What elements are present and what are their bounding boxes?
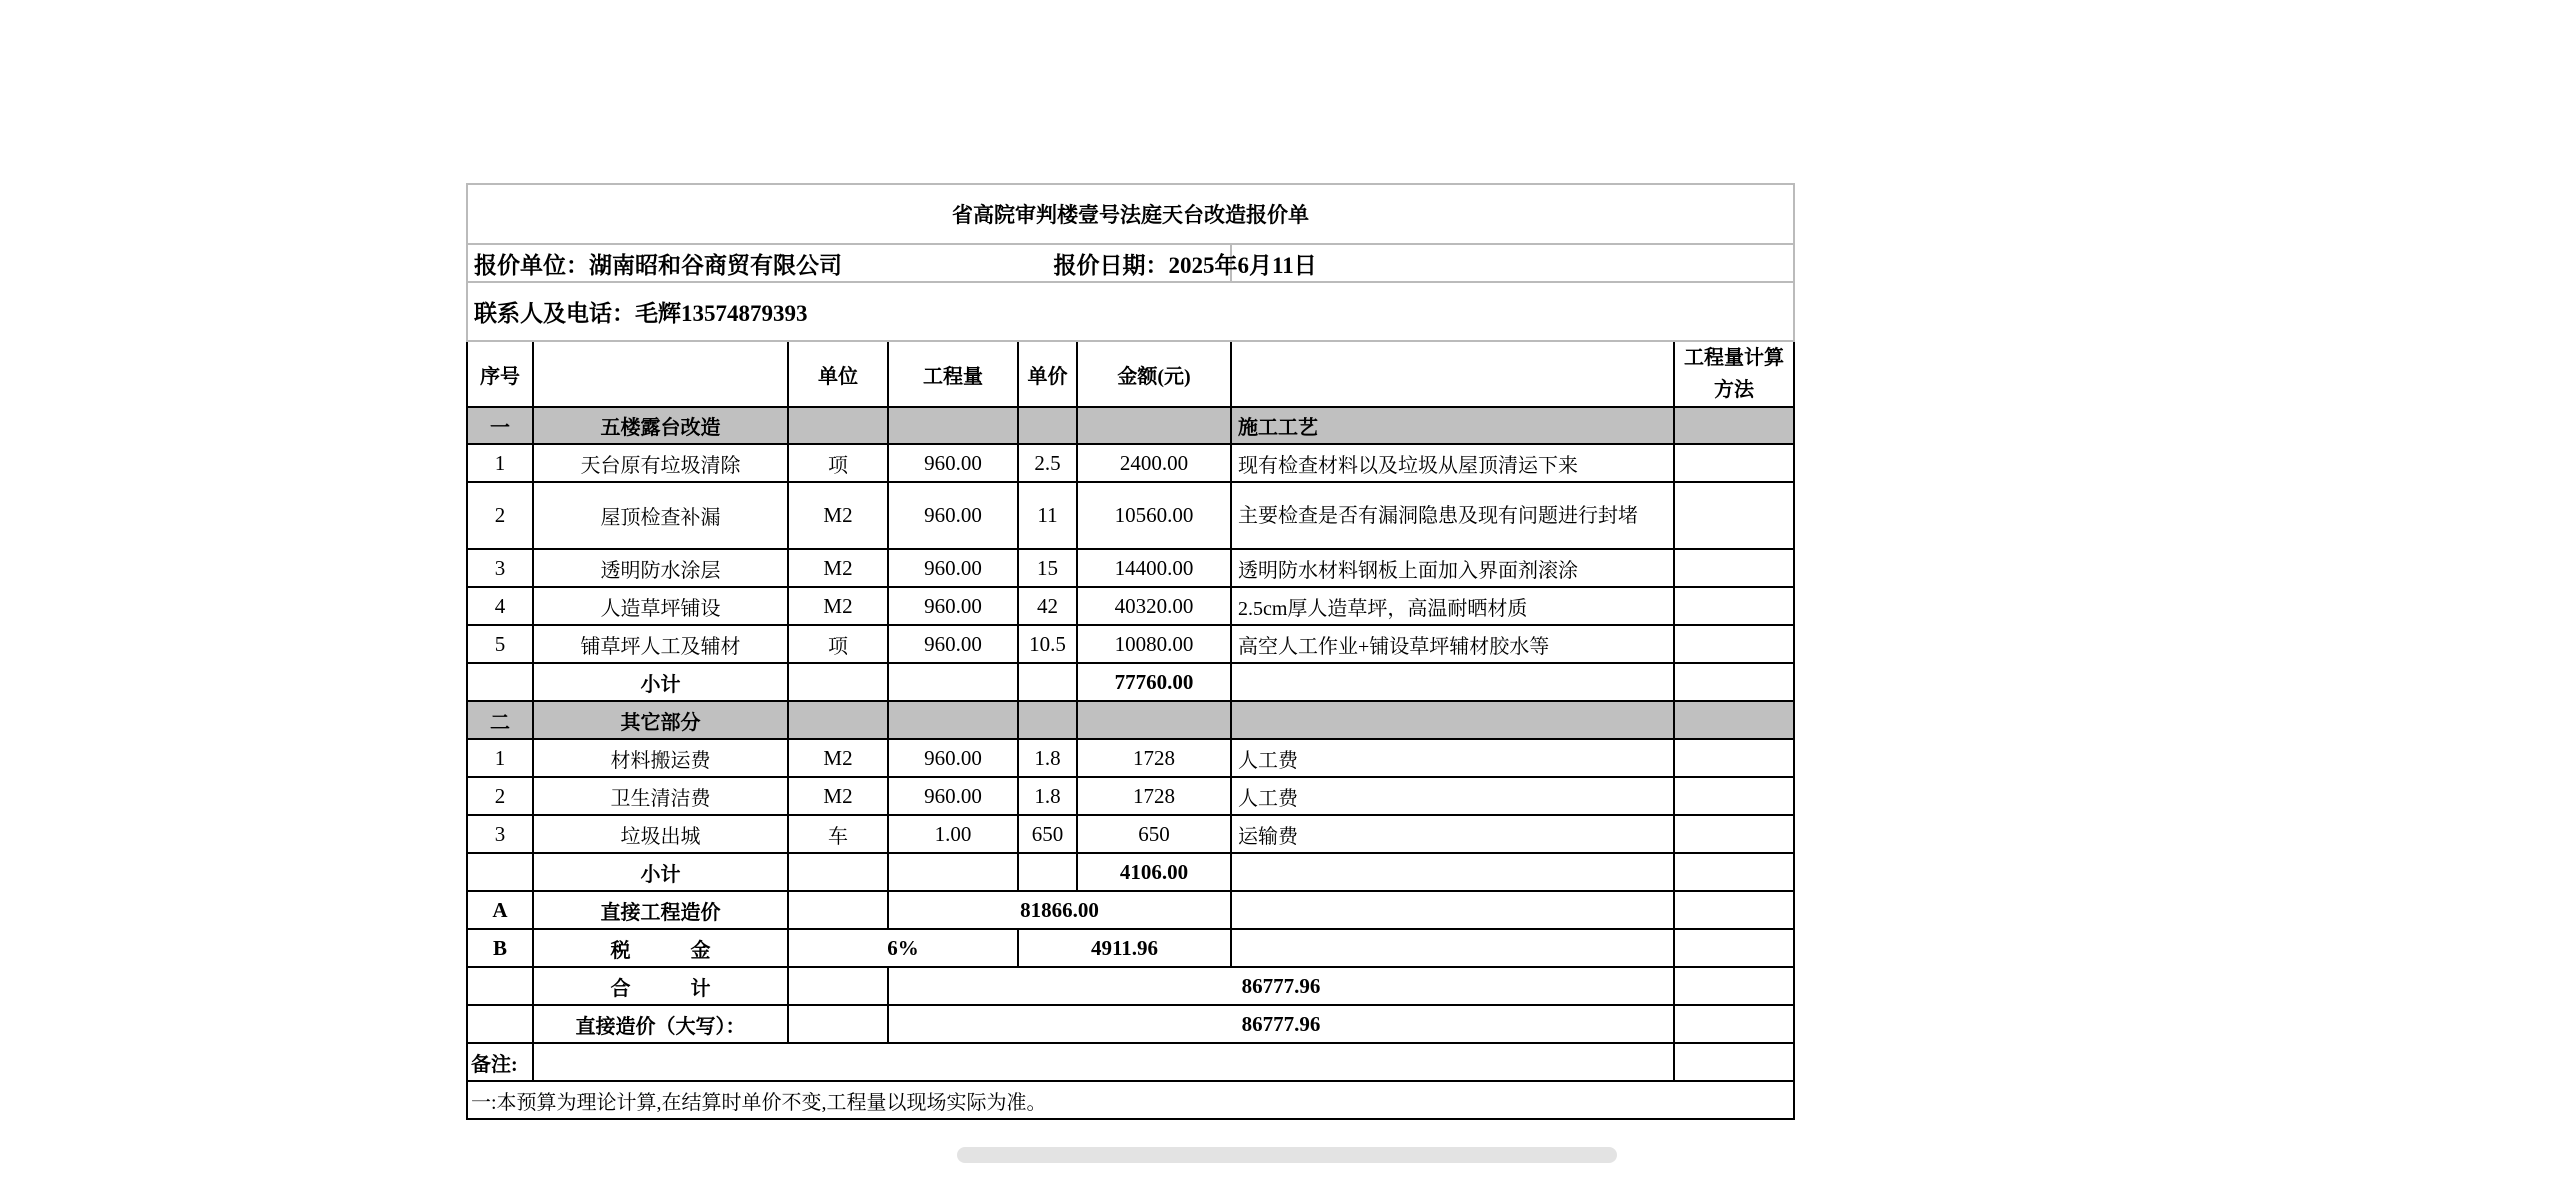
row-price: 1.8	[1018, 777, 1077, 815]
row-price: 10.5	[1018, 625, 1077, 663]
direct-upper-row	[467, 1005, 1794, 1043]
table-row	[467, 625, 1794, 663]
row-qty: 960.00	[888, 444, 1018, 482]
row-name: 材料搬运费	[533, 739, 788, 777]
row-price: 1.8	[1018, 739, 1077, 777]
direct-cost-seq: A	[467, 891, 533, 929]
col-header-qty: 工程量	[888, 341, 1018, 407]
row-seq: 3	[467, 549, 533, 587]
row-amount: 1728	[1077, 739, 1231, 777]
row-process: 现有检查材料以及垃圾从屋顶清运下来	[1231, 444, 1674, 482]
row-unit: M2	[788, 482, 888, 549]
row-amount: 2400.00	[1077, 444, 1231, 482]
total-amount: 86777.96	[888, 967, 1674, 1005]
row-qty: 960.00	[888, 777, 1018, 815]
total-row	[467, 967, 1794, 1005]
section-process-header: 施工工艺	[1231, 407, 1674, 444]
col-header-amount: 金额(元)	[1077, 341, 1231, 407]
quote-unit: 报价单位：湖南昭和谷商贸有限公司	[474, 252, 842, 278]
row-qty: 960.00	[888, 587, 1018, 625]
tax-seq: B	[467, 929, 533, 967]
row-seq: 1	[467, 444, 533, 482]
subtotal-label: 小计	[533, 853, 788, 891]
row-name: 透明防水涂层	[533, 549, 788, 587]
direct-upper-amount: 86777.96	[888, 1005, 1674, 1043]
direct-cost-row	[467, 891, 1794, 929]
tax-amount: 4911.96	[1018, 929, 1231, 967]
section-row	[467, 701, 1794, 739]
quote-header-row	[467, 244, 1317, 282]
tax-row	[467, 929, 1794, 967]
col-header-calc: 工程量计算方法	[1674, 341, 1794, 407]
table-row	[467, 815, 1794, 853]
row-unit: M2	[788, 739, 888, 777]
quote-date: 报价日期：2025年6月11日	[1053, 252, 1317, 278]
total-label: 合 计	[533, 967, 788, 1005]
contact-info: 联系人及电话：毛辉13574879393	[467, 282, 1794, 341]
row-process: 主要检查是否有漏洞隐患及现有问题进行封堵	[1231, 482, 1674, 549]
subtotal-amount: 77760.00	[1077, 663, 1231, 701]
remark-row	[467, 1043, 1794, 1081]
row-qty: 960.00	[888, 482, 1018, 549]
row-qty: 960.00	[888, 549, 1018, 587]
row-name: 卫生清洁费	[533, 777, 788, 815]
horizontal-scrollbar[interactable]	[957, 1147, 1617, 1163]
row-amount: 14400.00	[1077, 549, 1231, 587]
row-qty: 1.00	[888, 815, 1018, 853]
row-qty: 960.00	[888, 739, 1018, 777]
row-amount: 10560.00	[1077, 482, 1231, 549]
subtotal-label: 小计	[533, 663, 788, 701]
note-text: 一:本预算为理论计算,在结算时单价不变,工程量以现场实际为准。	[467, 1081, 1794, 1119]
row-unit: 项	[788, 625, 888, 663]
row-process: 人工费	[1231, 777, 1674, 815]
row-price: 650	[1018, 815, 1077, 853]
document-title: 省高院审判楼壹号法庭天台改造报价单	[467, 184, 1794, 244]
section-name: 五楼露台改造	[533, 407, 788, 444]
tax-label: 税 金	[533, 929, 788, 967]
row-seq: 2	[467, 777, 533, 815]
section-seq: 一	[467, 407, 533, 444]
subtotal-row	[467, 663, 1794, 701]
row-price: 15	[1018, 549, 1077, 587]
tax-rate: 6%	[788, 929, 1018, 967]
row-unit: M2	[788, 587, 888, 625]
row-name: 铺草坪人工及辅材	[533, 625, 788, 663]
note-row	[467, 1081, 1794, 1119]
quotation-table	[466, 183, 1795, 1120]
table-row	[467, 482, 1794, 549]
col-header-seq: 序号	[467, 341, 533, 407]
row-amount: 650	[1077, 815, 1231, 853]
section-seq: 二	[467, 701, 533, 739]
direct-upper-label: 直接造价（大写）：	[533, 1005, 788, 1043]
row-process: 运输费	[1231, 815, 1674, 853]
col-header-unit: 单位	[788, 341, 888, 407]
subtotal-amount: 4106.00	[1077, 853, 1231, 891]
row-process: 高空人工作业+铺设草坪辅材胶水等	[1231, 625, 1674, 663]
table-row	[467, 587, 1794, 625]
row-unit: 项	[788, 444, 888, 482]
table-row	[467, 739, 1794, 777]
table-row	[467, 444, 1794, 482]
table-row	[467, 777, 1794, 815]
row-process: 2.5cm厚人造草坪，高温耐晒材质	[1231, 587, 1674, 625]
row-unit: M2	[788, 777, 888, 815]
row-name: 屋顶检查补漏	[533, 482, 788, 549]
row-amount: 1728	[1077, 777, 1231, 815]
direct-cost-label: 直接工程造价	[533, 891, 788, 929]
row-seq: 1	[467, 739, 533, 777]
direct-cost-amount: 81866.00	[888, 891, 1231, 929]
row-unit: 车	[788, 815, 888, 853]
row-unit: M2	[788, 549, 888, 587]
remark-label: 备注:	[467, 1043, 533, 1081]
section-row	[467, 407, 1794, 444]
row-name: 人造草坪铺设	[533, 587, 788, 625]
row-seq: 3	[467, 815, 533, 853]
subtotal-row	[467, 853, 1794, 891]
row-name: 垃圾出城	[533, 815, 788, 853]
row-process: 人工费	[1231, 739, 1674, 777]
section-name: 其它部分	[533, 701, 788, 739]
row-qty: 960.00	[888, 625, 1018, 663]
row-price: 2.5	[1018, 444, 1077, 482]
row-price: 42	[1018, 587, 1077, 625]
row-price: 11	[1018, 482, 1077, 549]
row-amount: 40320.00	[1077, 587, 1231, 625]
row-amount: 10080.00	[1077, 625, 1231, 663]
col-header-name	[533, 341, 788, 407]
row-name: 天台原有垃圾清除	[533, 444, 788, 482]
row-seq: 4	[467, 587, 533, 625]
row-seq: 2	[467, 482, 533, 549]
col-header-price: 单价	[1018, 341, 1077, 407]
col-header-process	[1231, 341, 1674, 407]
row-seq: 5	[467, 625, 533, 663]
row-process: 透明防水材料钢板上面加入界面剂滚涂	[1231, 549, 1674, 587]
table-row	[467, 549, 1794, 587]
